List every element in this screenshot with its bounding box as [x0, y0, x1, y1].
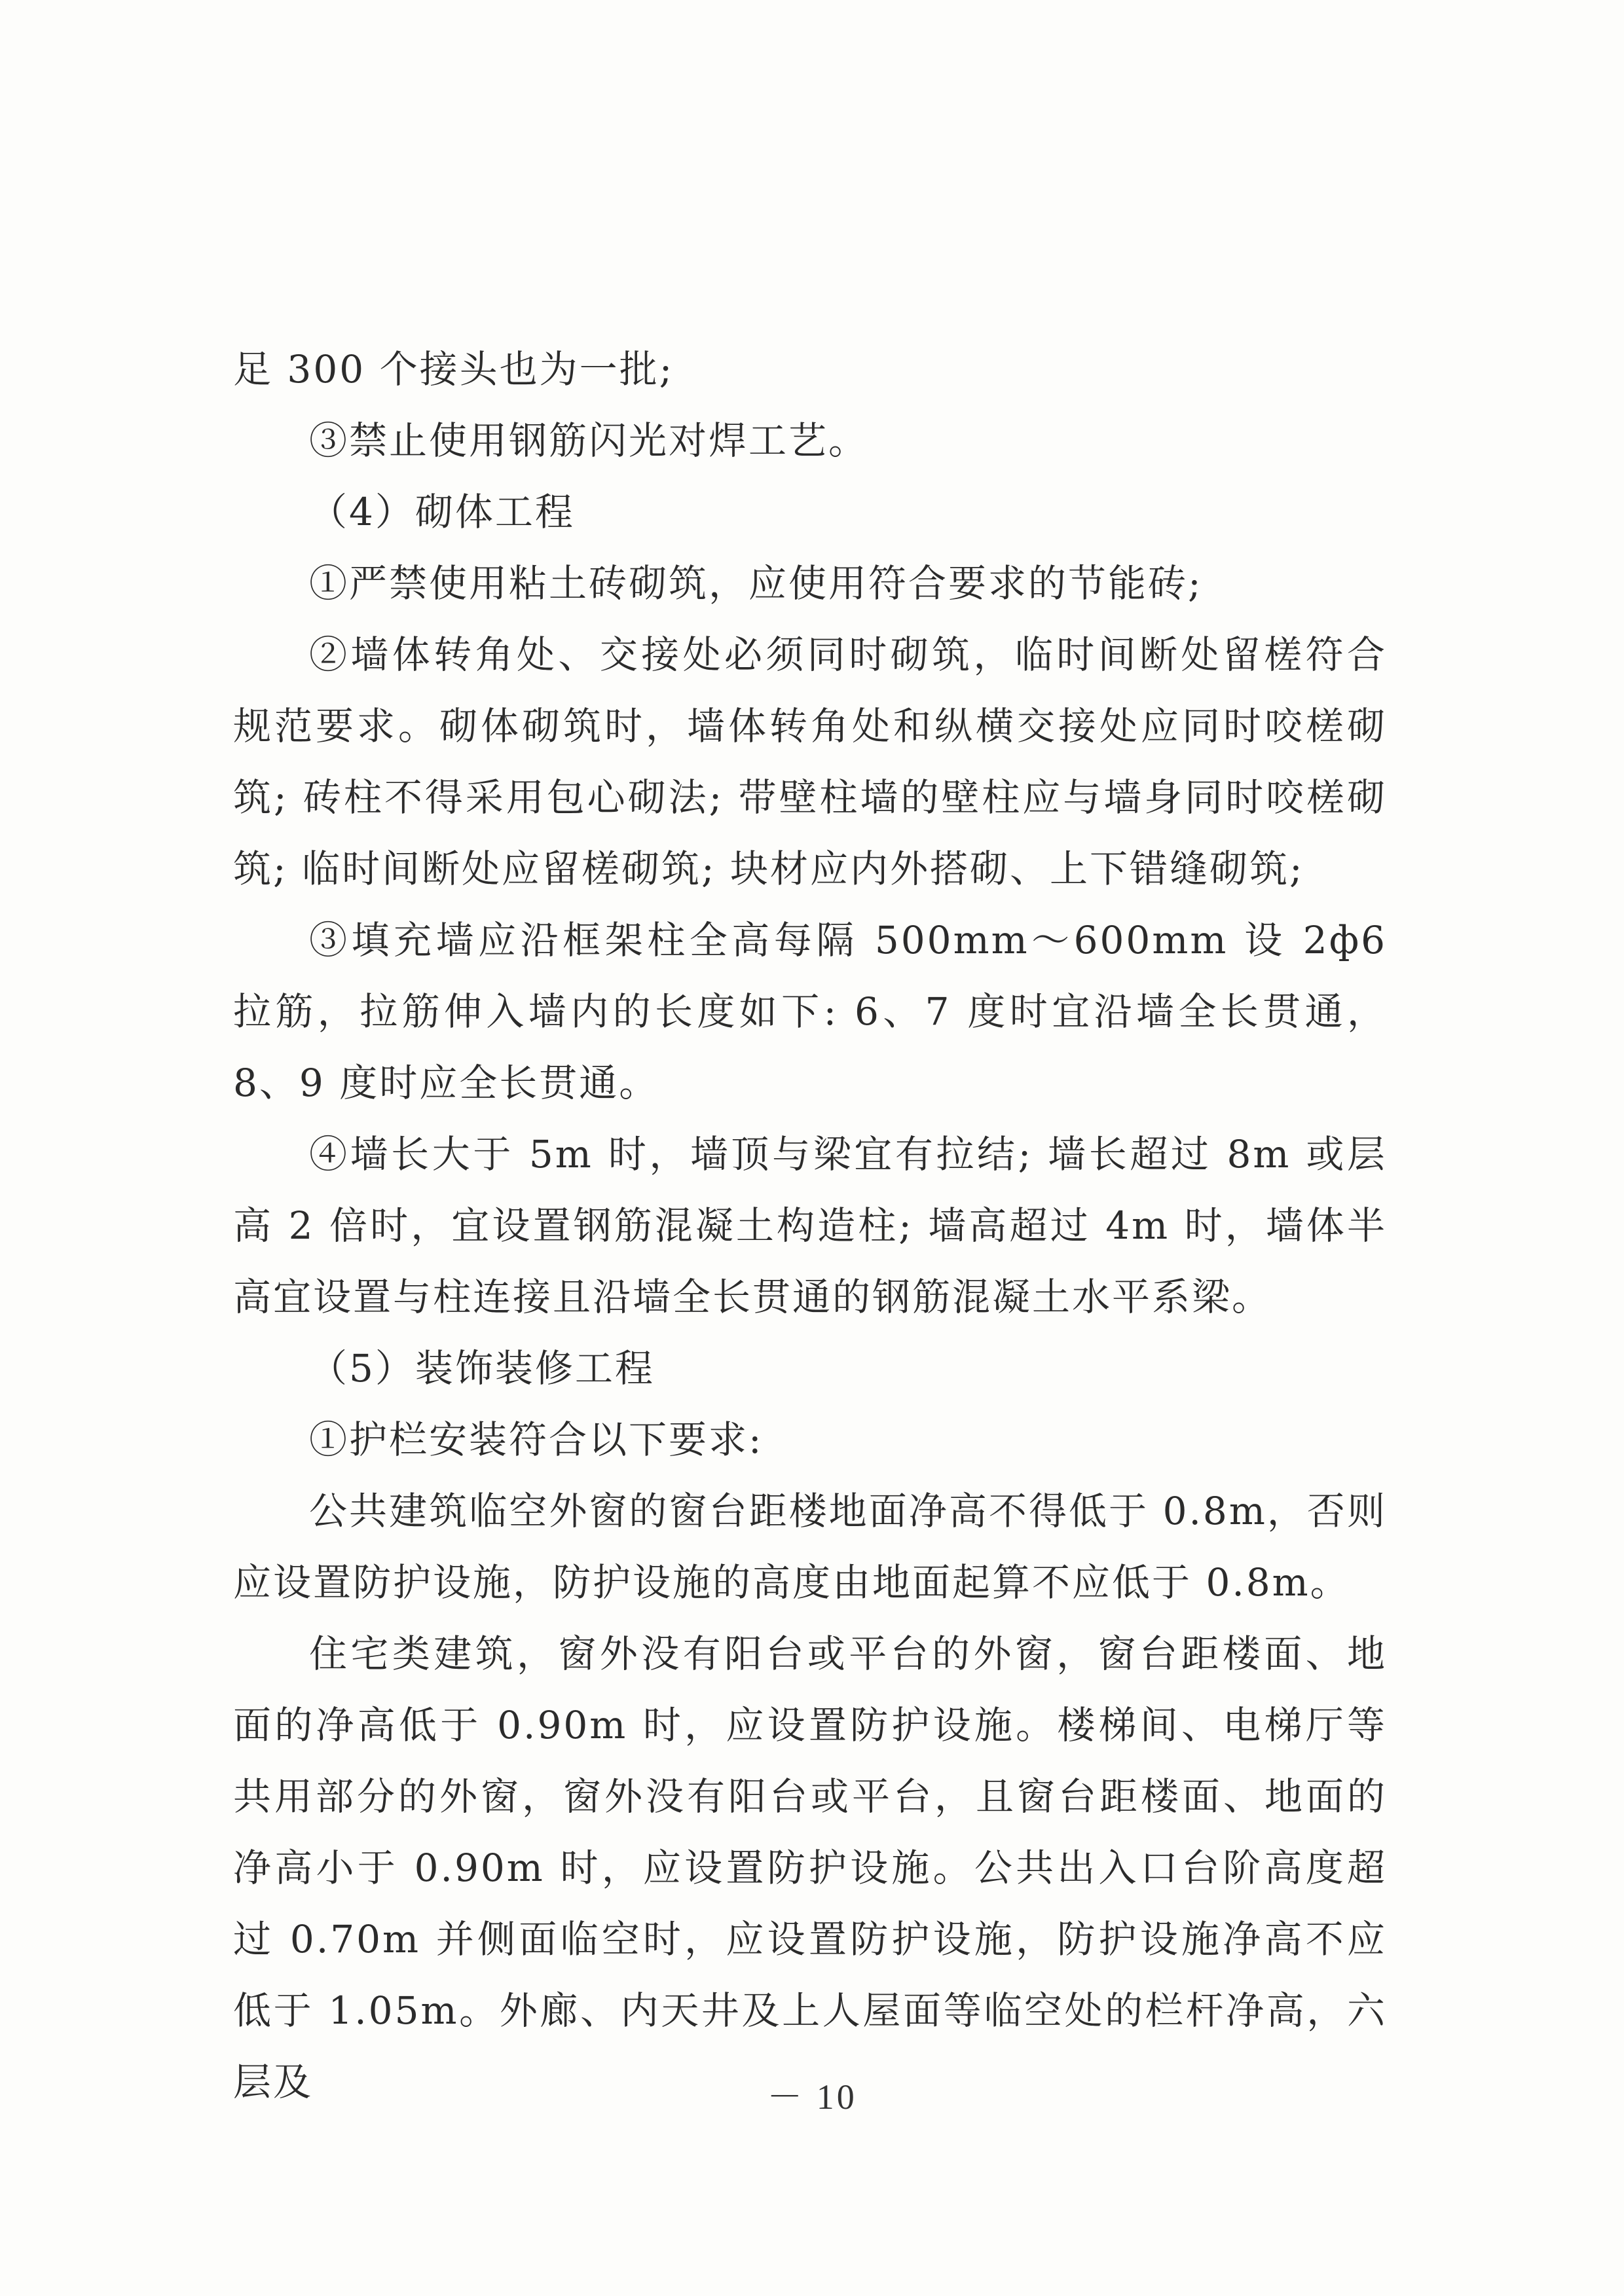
paragraph-item-1-clay-brick: ①严禁使用粘土砖砌筑，应使用符合要求的节能砖;: [309, 561, 1203, 606]
paragraph-continuation: 足 300 个接头也为一批;: [233, 347, 674, 392]
paragraph-item-1-railings: ①护栏安装符合以下要求:: [309, 1417, 764, 1462]
paragraph-item-3-weld-ban: ③禁止使用钢筋闪光对焊工艺。: [309, 418, 869, 463]
page-number: － 10: [767, 2077, 857, 2117]
paragraph-item-3-tie-bars: ③填充墙应沿框架柱全高每隔 500mm～600mm 设 2ф6 拉筋，拉筋伸入墙内的长度如下: 6、7 度时宜沿墙全长贯通，8、9 度时应全长贯通。: [233, 918, 1387, 1105]
body-text: [233, 334, 1387, 2118]
paragraph-item-4-wall-length: ④墙长大于 5m 时，墙顶与梁宜有拉结; 墙长超过 8m 或层高 2 倍时，宜设置钢筋混凝土构造柱; 墙高超过 4m 时，墙体半高宜设置与柱连接且沿墙全长贯通的钢筋混凝土水平系梁。: [233, 1132, 1387, 1319]
paragraph-residential-buildings: 住宅类建筑，窗外没有阳台或平台的外窗，窗台距楼面、地面的净高低于 0.90m 时，应设置防护设施。楼梯间、电梯厅等共用部分的外窗，窗外没有阳台或平台，且窗台距楼面、地面的净高小于 0.90m 时，应设置防护设施。公共出入口台阶高度超过 0.70m 并侧面临空时，应设置防护设施，防护设施净高不应低于 1.05m。外廊、内天井及上人屋面等临空处的栏杆净高，六层及: [233, 1631, 1387, 2104]
paragraph-item-2-wall-corners: ②墙体转角处、交接处必须同时砌筑，临时间断处留槎符合规范要求。砌体砌筑时，墙体转角处和纵横交接处应同时咬槎砌筑; 砖柱不得采用包心砌法; 带壁柱墙的壁柱应与墙身同时咬槎砌筑; 临时间断处应留槎砌筑; 块材应内外搭砌、上下错缝砌筑;: [233, 632, 1387, 891]
paragraph-public-buildings: 公共建筑临空外窗的窗台距楼地面净高不得低于 0.8m，否则应设置防护设施，防护设施的高度由地面起算不应低于 0.8m。: [233, 1489, 1387, 1605]
section-heading-decoration: （5）装饰装修工程: [309, 1346, 655, 1391]
section-heading-masonry: （4）砌体工程: [309, 490, 575, 534]
